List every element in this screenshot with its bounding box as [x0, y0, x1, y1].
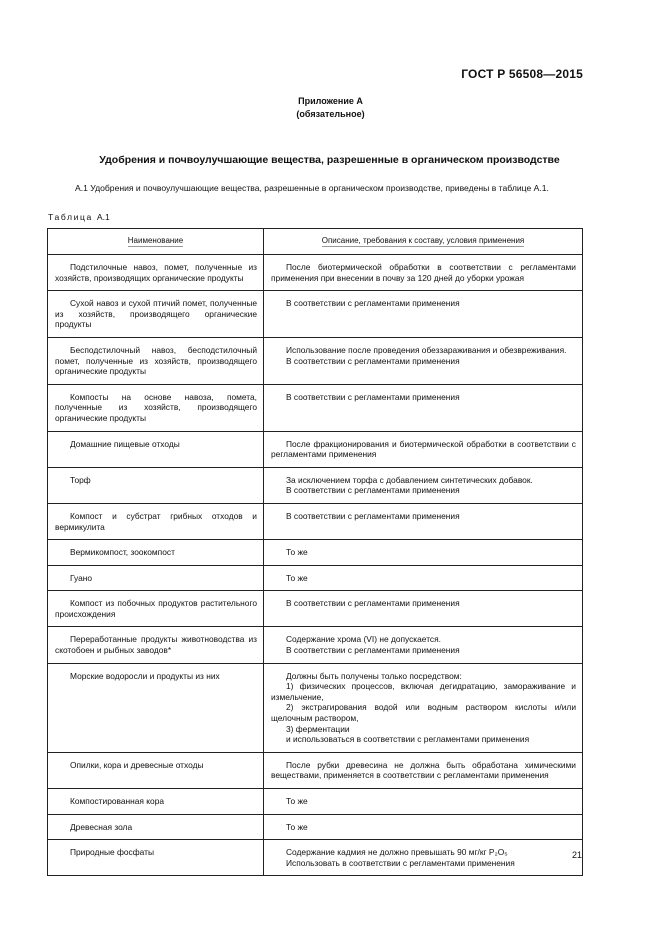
- page-number: 21: [571, 850, 582, 860]
- table-row: [48, 840, 583, 876]
- row-name-cell: Подстилочные навоз, помет, полученные из хозяйств, производящих органические продукты: [48, 255, 264, 291]
- appendix-title: Приложение А: [298, 96, 363, 106]
- description-line: То же: [286, 821, 308, 832]
- table-caption: [48, 212, 110, 222]
- row-description-cell: [264, 591, 583, 627]
- table-row: [48, 291, 583, 338]
- appendix-heading: [0, 95, 661, 121]
- document-code: ГОСТ Р 56508—2015: [461, 67, 583, 81]
- row-description-cell: [264, 337, 583, 384]
- row-name-cell: Морские водоросли и продукты из них: [48, 663, 264, 752]
- description-line: В соответствии с регламентами применения: [286, 485, 460, 496]
- description-line: В соответствии с регламентами применения: [286, 645, 460, 656]
- table-row: [48, 255, 583, 291]
- row-description-cell: [264, 540, 583, 566]
- description-line: То же: [286, 572, 308, 583]
- description-line: То же: [286, 796, 308, 806]
- row-name-cell: Гуано: [48, 565, 264, 591]
- row-name-cell: Древесная зола: [48, 814, 264, 840]
- row-description-cell: [264, 467, 583, 503]
- row-description-cell: [264, 503, 583, 539]
- description-line: В соответствии с регламентами применения: [286, 298, 460, 309]
- intro-paragraph: А.1 Удобрения и почвоулучшающие вещества, разрешенные в органическом производстве, приведены в таблице А.1.: [75, 183, 549, 193]
- table-caption-number: А.1: [96, 212, 110, 222]
- description-line: За исключением торфа с добавлением синтетических добавок.: [286, 474, 533, 485]
- description-line: и использоваться в соответствии с регламентами применения: [286, 734, 530, 745]
- description-line: 1) физических процессов, включая дегидратацию, замораживание и измельчение,: [271, 681, 576, 702]
- row-description-cell: [264, 431, 583, 467]
- description-line: После фракционирования и биотермической обработки в соответствии с регламентами применения: [271, 438, 576, 460]
- row-description-cell: [264, 255, 583, 291]
- row-name-cell: Компост и субстрат грибных отходов и вермикулита: [48, 503, 264, 539]
- table-row: [48, 337, 583, 384]
- description-line: В соответствии с регламентами применения: [286, 598, 460, 609]
- section-title: Удобрения и почвоулучшающие вещества, разрешенные в органическом производстве: [99, 154, 560, 166]
- fertilizers-table: [47, 228, 583, 876]
- table-row: [48, 540, 583, 566]
- table-row: [48, 814, 583, 840]
- table-row: [48, 503, 583, 539]
- row-name-cell: Домашние пищевые отходы: [48, 431, 264, 467]
- table-header-row: [48, 229, 583, 255]
- table-row: [48, 431, 583, 467]
- description-line: 3) ферментации: [286, 723, 350, 734]
- row-name-cell: Природные фосфаты: [48, 840, 264, 876]
- row-name-cell: Торф: [48, 467, 264, 503]
- row-description-cell: [264, 627, 583, 663]
- row-name-cell: Сухой навоз и сухой птичий помет, полученные из хозяйств, производящего органические продукты: [48, 291, 264, 338]
- row-description-cell: [264, 565, 583, 591]
- row-description-cell: [264, 291, 583, 338]
- description-line: После биотермической обработки в соответствии с регламентами применения при внесении в почву за 120 дней до уборки урожая: [271, 262, 576, 283]
- description-line: В соответствии с регламентами применения: [286, 391, 460, 402]
- row-name-cell: Бесподстилочный навоз, бесподстилочный помет, полученные из хозяйств, производящего органические продукты: [48, 337, 264, 384]
- row-description-cell: [264, 752, 583, 788]
- row-name-cell: Компост из побочных продуктов растительного происхождения: [48, 591, 264, 627]
- row-name-cell: Переработанные продукты животноводства из скотобоен и рыбных заводов*: [48, 627, 264, 663]
- row-name-cell: Компосты на основе навоза, помета, полученные из хозяйств, производящего органические продукты: [48, 384, 264, 431]
- row-description-cell: [264, 663, 583, 752]
- table-row: [48, 591, 583, 627]
- description-line: Использовать в соответствии с регламентами применения: [286, 857, 515, 868]
- header-description: Описание, требования к составу, условия применения: [264, 229, 583, 255]
- table-row: [48, 627, 583, 663]
- description-line: Содержание хрома (VI) не допускается.: [286, 634, 441, 645]
- description-line: В соответствии с регламентами применения: [286, 355, 460, 366]
- description-line: Должны быть получены только посредством:: [286, 670, 462, 681]
- table-row: [48, 467, 583, 503]
- table-row: [48, 663, 583, 752]
- row-description-cell: [264, 384, 583, 431]
- table-row: [48, 565, 583, 591]
- row-description-cell: [264, 814, 583, 840]
- description-line: Содержание кадмия не должно превышать 90 мг/кг P₂O₅: [286, 847, 508, 858]
- table-row: [48, 752, 583, 788]
- row-description-cell: [264, 840, 583, 876]
- row-description-cell: [264, 789, 583, 815]
- description-line: После рубки древесина не должна быть обработана химическими веществами, применяется в соответствии с регламентами применения: [271, 759, 576, 781]
- row-name-cell: Вермикомпост, зоокомпост: [48, 540, 264, 566]
- description-line: То же: [286, 547, 308, 558]
- header-name: Наименование: [48, 229, 264, 255]
- table-caption-label: Таблица: [48, 212, 93, 222]
- appendix-subtitle: (обязательное): [296, 109, 365, 119]
- row-name-cell: Опилки, кора и древесные отходы: [48, 752, 264, 788]
- description-line: 2) экстрагирования водой или водным раствором кислоты и/или щелочным раствором,: [271, 702, 576, 724]
- description-line: В соответствии с регламентами применения: [286, 510, 460, 521]
- description-line: Использование после проведения обеззараживания и обезвреживания.: [286, 344, 567, 355]
- table-row: [48, 789, 583, 815]
- table-row: [48, 384, 583, 431]
- row-name-cell: Компостированная кора: [48, 789, 264, 815]
